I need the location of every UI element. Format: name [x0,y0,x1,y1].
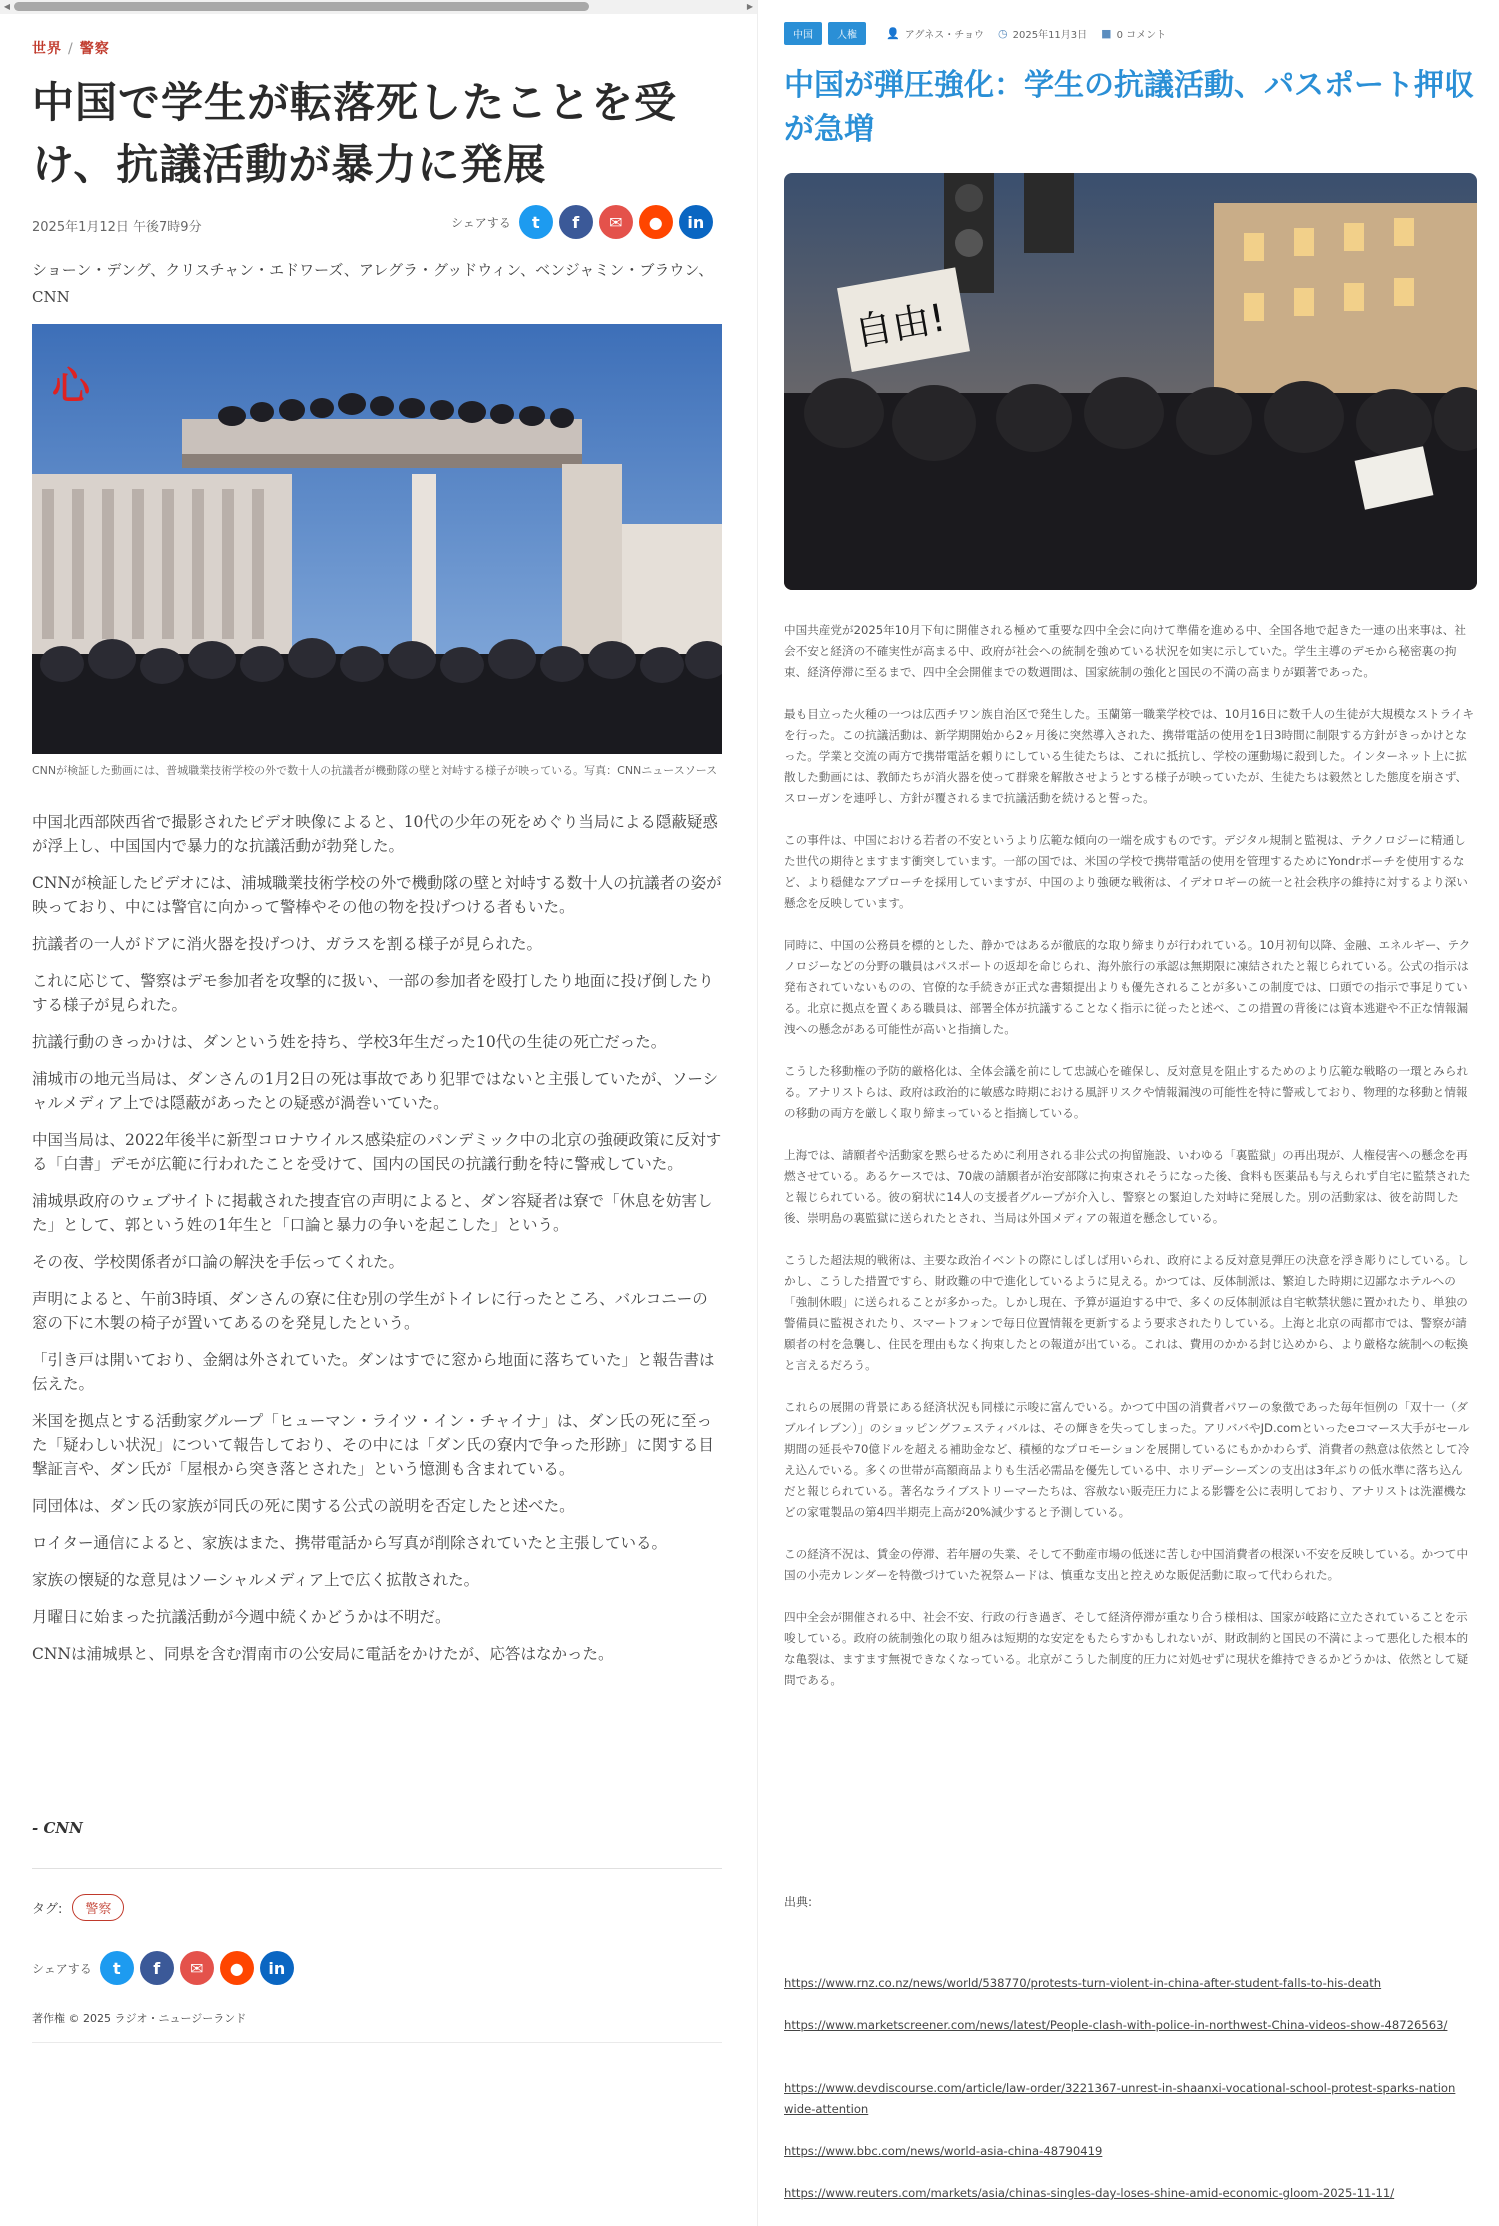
source-link[interactable]: https://www.rnz.co.nz/news/world/538770/protests-turn-violent-in-china-after-student-falls-to-his-death [784,1976,1382,1990]
paragraph: 中国北西部陝西省で撮影されたビデオ映像によると、10代の少年の死をめぐり当局による隠蔽疑惑が浮上し、中国国内で暴力的な抗議活動が勃発した。 [32,813,718,855]
article-signature: - CNN [32,1819,83,1837]
paragraph: その夜、学校関係者が口論の解決を手伝ってくれた。 [32,1253,405,1271]
author-byline: ショーン・デング、クリスチャン・エドワーズ、アレグラ・グッドウィン、ベンジャミン・ブラウン、CNN [32,261,714,306]
article-meta [784,22,1166,45]
scroll-left-icon[interactable]: ◀ [3,2,11,11]
article-body [32,810,722,1679]
article-title: 中国で学生が転落死したことを受け、抗議活動が暴力に発展 [32,78,678,189]
paragraph: 同団体は、ダン氏の家族が同氏の死に関する公式の説明を否定したと述べた。 [32,1497,575,1515]
clock-icon: ◷ [998,27,1008,40]
paragraph: 「引き戸は開いており、金網は外されていた。ダンはすでに窓から地面に落ちていた」と報告書は伝えた。 [32,1351,715,1393]
source-link[interactable]: https://www.devdiscourse.com/article/law-order/3221367-unrest-in-shaanxi-vocational-school-protest-sparks-nationwide-attention [784,2081,1456,2116]
author-meta [886,26,984,41]
paragraph: これに応じて、警察はデモ参加者を攻撃的に扱い、一部の参加者を殴打したり地面に投げ倒したりする様子が見られた。 [32,972,714,1014]
paragraph: 浦城市の地元当局は、ダンさんの1月2日の死は事故であり犯罪ではないと主張していたが、ソーシャルメディア上では隠蔽があったとの疑惑が渦巻いていた。 [32,1070,719,1112]
scrollbar-thumb[interactable] [14,2,589,11]
photo-caption: CNNが検証した動画には、普城職業技術学校の外で数十人の抗議者が機動隊の壁と対峙する様子が映っている。写真：CNNニュースソース [32,764,718,777]
facebook-icon[interactable]: f [559,205,593,239]
protest-photo [32,324,722,754]
paragraph: 同時に、中国の公務員を標的とした、静かではあるが徹底的な取り締まりが行われている。10月初旬以降、金融、エネルギー、テクノロジーなどの分野の職員はパスポートの返却を命じられ、海外旅行の承認は無期限に凍結されたと報じられている。公式の指示は発布されていないものの、官僚的な手続きが正式な書類提出よりも優先されることが多いこの制度では、口頭での指示で事足りている。北京に拠点を置くある職員は、部署全体が抗議することなく指示に従ったと述べ、この措置の背後には資本逃避や不正な情報漏洩への懸念がある可能性が高いと指摘した。 [784,938,1471,1036]
category-human-rights[interactable]: 人権 [828,22,866,45]
paragraph: 抗議者の一人がドアに消火器を投げつけ、ガラスを割る様子が見られた。 [32,935,542,953]
right-article [757,0,1499,2226]
source-link[interactable]: https://www.bbc.com/news/world-asia-china-48790419 [784,2144,1103,2158]
breadcrumb [32,38,110,58]
comment-icon: ■ [1101,27,1112,40]
paragraph: 米国を拠点とする活動家グループ「ヒューマン・ライツ・イン・チャイナ」は、ダン氏の死に至った「疑わしい状況」について報告しており、その中には「ダン氏の寮内で争った形跡」に関する目撃証言や、ダン氏が「屋根から突き落とされた」という憶測も含まれている。 [32,1412,714,1478]
paragraph: ロイター通信によると、家族はまた、携帯電話から写真が削除されていたと主張している。 [32,1534,668,1552]
twitter-icon[interactable]: t [100,1951,134,1985]
linkedin-icon[interactable]: in [260,1951,294,1985]
share-label: シェアする [451,215,511,230]
mail-icon[interactable]: ✉ [599,205,633,239]
photo-sign-text: 自由! [851,295,949,355]
paragraph: 中国当局は、2022年後半に新型コロナウイルス感染症のパンデミック中の北京の強硬政策に反対する「白書」デモが広範に行われたことを受けて、国内の国民の抗議行動を特に警戒していた。 [32,1131,722,1173]
paragraph: 上海では、請願者や活動家を黙らせるために利用される非公式の拘留施設、いわゆる「裏監獄」の再出現が、人権侵害への懸念を再燃させている。あるケースでは、70歳の請願者が治安部隊に拘束されそうになった後、食料も医薬品も与えられず自宅に監禁されたと報じられている。彼の窮状に14人の支援者グループが介入し、警察との緊迫した対峙に発展した。別の活動家は、彼を訪問した後、崇明島の裏監獄に送られたとされ、当局は外国メディアの報道を懸念している。 [784,1148,1471,1225]
article-body [784,620,1474,1712]
date-meta [998,26,1087,41]
tags-row [32,1894,124,1921]
share-bar-top [451,205,719,239]
breadcrumb-world[interactable]: 世界 [32,41,62,57]
source-link[interactable]: https://www.marketscreener.com/news/latest/People-clash-with-police-in-northwest-China-videos-show-48726563/ [784,2018,1448,2032]
user-icon: 👤 [886,27,900,40]
paragraph: 月曜日に始まった抗議活動が今週中続くかどうかは不明だ。 [32,1608,451,1626]
comment-count[interactable]: 0 コメント [1116,30,1167,41]
copyright: 著作権 © 2025 ラジオ・ニュージーランド [32,2012,247,2025]
photo-sign-text: 心 [52,364,91,408]
paragraph: この事件は、中国における若者の不安というより広範な傾向の一端を成すものです。デジタル規制と監視は、テクノロジーに精通した世代の期待とますます衝突しています。一部の国では、米国の学校で携帯電話の使用を管理するためにYondrポーチを使用するなど、より穏健なアプローチを採用していますが、中国のより強硬な戦術は、イデオロギーの統一と社会秩序の維持に対するより深い懸念を反映しています。 [784,833,1468,910]
author-name[interactable]: アグネス・チョウ [904,30,985,41]
paragraph: 浦城県政府のウェブサイトに掲載された捜査官の声明によると、ダン容疑者は寮で「休息を妨害した」として、郭という姓の1年生と「口論と暴力の争いを起こした」という。 [32,1192,713,1234]
divider [32,2042,722,2043]
paragraph: 声明によると、午前3時頃、ダンさんの寮に住む別の学生がトイレに行ったところ、バルコニーの窓の下に木製の椅子が置いてあるのを発見したという。 [32,1290,708,1332]
paragraph: こうした超法規的戦術は、主要な政治イベントの際にしばしば用いられ、政府による反対意見弾圧の決意を浮き彫りにしている。しかし、こうした措置ですら、財政難の中で進化しているように見える。かつては、反体制派は、繁迫した時期に辺鄙なホテルへの「強制休暇」に送られることが多かった。しかし現在、予算が逼迫する中で、多くの反体制派は自宅軟禁状態に置かれたり、単独の警備員に監視されたり、スマートフォンで毎日位置情報を更新するよう要求されたりしている。上海と北京の両都市では、警察が請願者の村を急襲し、住民を理由もなく拘束したとの報道が出ている。これは、費用のかかる封じ込めから、より厳格な統制への転換と言えるだろう。 [784,1253,1469,1372]
paragraph: 中国共産党が2025年10月下旬に開催される極めて重要な四中全会に向けて準備を進める中、全国各地で起きた一連の出来事は、社会不安と経済の不確実性が高まる中、政府が社会への統制を強めている状況を如実に示していた。学生主導のデモから秘密裏の拘束、経済停滞に至るまで、四中全会開催までの数週間は、国家統制の強化と国民の不満の高まりが顕著であった。 [784,623,1466,679]
paragraph: 最も目立った火種の一つは広西チワン族自治区で発生した。玉蘭第一職業学校では、10月16日に数千人の生徒が大規模なストライキを行った。この抗議活動は、新学期開始から2ヶ月後に突然導入された、携帯電話の使用を1日3時間に制限する方針がきっかけとなった。学業と交流の両方で携帯電話を頼りにしている生徒たちは、これに抵抗し、学校の運動場に殺到した。インターネット上に拡散した動画には、教師たちが消火器を使って群衆を解散させようとする様子が映っていたが、生徒たちは毅然とした態度を崩さず、スローガンを連呼し、方針が覆されるまで抗議活動を続けると誓った。 [784,707,1475,805]
paragraph: こうした移動権の予防的厳格化は、全体会議を前にして忠誠心を確保し、反対意見を阻止するためのより広範な戦略の一環とみられる。アナリストらは、政府は政治的に敏感な時期における風評リスクや情報漏洩の可能性を特に警戒しており、物理的な移動と情報の移動の両方を厳しく取り締まっていると指摘している。 [784,1064,1469,1120]
reddit-icon[interactable]: ● [220,1951,254,1985]
twitter-icon[interactable]: t [519,205,553,239]
paragraph: この経済不況は、賃金の停滞、若年層の失業、そして不動産市場の低迷に苦しむ中国消費者の根深い不安を反映している。かつて中国の小売カレンダーを特徴づけていた祝祭ムードは、慎重な支出と控えめな販促活動に取って代わられた。 [784,1547,1469,1582]
horizontal-scrollbar[interactable] [0,0,757,14]
share-label: シェアする [32,1961,92,1976]
publish-date: 2025年1月12日 午後7時9分 [32,220,202,235]
protest-photo [784,173,1477,590]
divider [32,1868,722,1869]
paragraph: これらの展開の背景にある経済状況も同様に示唆に富んでいる。かつて中国の消費者パワーの象徴であった毎年恒例の「双十一（ダブルイレブン）」のショッピングフェスティバルは、その輝きを失ってしまった。アリババやJD.comといったeコマース大手がセール期間の延長や70億ドルを超える補助金など、積極的なプロモーションを展開しているにもかかわらず、消費者の熱意は依然として冷え込んでいる。多くの世帯が高額商品よりも生活必需品を優先している中、ホリデーシーズンの支出は3年ぶりの低水準に落ち込んだと報じられている。著名なライブストリーマーたちは、容赦ない販売圧力による影響を公に表明しており、アナリストは洗濯機などの家電製品の第4四半期売上高が20%減少すると予測している。 [784,1400,1470,1519]
scroll-right-icon[interactable]: ▶ [746,2,754,11]
breadcrumb-police[interactable]: 警察 [79,41,110,57]
article-title: 中国が弾圧強化：学生の抗議活動、パスポート押収が急増 [784,68,1474,147]
paragraph: 抗議行動のきっかけは、ダンという姓を持ち、学校3年生だった10代の生徒の死亡だった。 [32,1033,667,1051]
publish-date: 2025年11月3日 [1012,30,1088,41]
sources-label: 出典: [784,1895,813,1909]
tag-police[interactable]: 警察 [72,1894,124,1921]
paragraph: CNNが検証したビデオには、浦城職業技術学校の外で機動隊の壁と対峙する数十人の抗議者の姿が映っており、中には警官に向かって警棒やその他の物を投げつける者もいた。 [32,874,722,916]
protest-photo-illustration [784,173,1477,590]
share-bar-bottom [32,1951,300,1985]
comments-meta [1101,26,1166,41]
linkedin-icon[interactable]: in [679,205,713,239]
facebook-icon[interactable]: f [140,1951,174,1985]
protest-photo-illustration [32,324,722,754]
mail-icon[interactable]: ✉ [180,1951,214,1985]
reddit-icon[interactable]: ● [639,205,673,239]
source-link[interactable]: https://www.reuters.com/markets/asia/chinas-singles-day-loses-shine-amid-economic-gloom-2025-11-11/ [784,2186,1395,2200]
category-china[interactable]: 中国 [784,22,822,45]
tags-label: タグ: [32,1902,63,1917]
paragraph: 家族の懐疑的な意見はソーシャルメディア上で広く拡散された。 [32,1571,480,1589]
paragraph: CNNは浦城県と、同県を含む渭南市の公安局に電話をかけたが、応答はなかった。 [32,1645,614,1663]
breadcrumb-separator: / [68,41,74,57]
paragraph: 四中全会が開催される中、社会不安、行政の行き過ぎ、そして経済停滞が重なり合う様相は、国家が岐路に立たされていることを示唆している。政府の統制強化の取り組みは短期的な安定をもたらすかもしれないが、財政制約と国民の不満によって悪化した根本的な亀裂は、ますます無視できなくなっている。北京がこうした制度的圧力に対処せずに現状を維持できるかどうかは、依然として疑問である。 [784,1610,1469,1687]
